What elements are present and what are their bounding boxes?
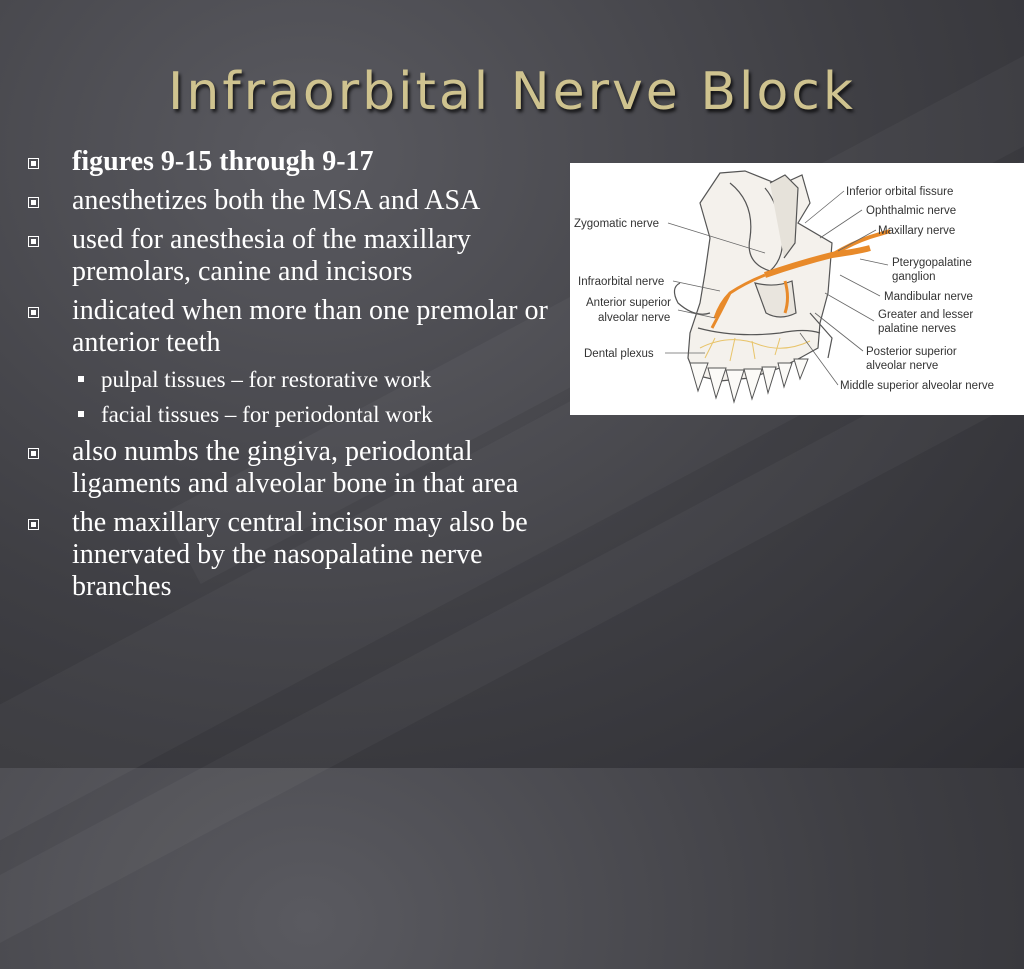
bullet-marker bbox=[28, 448, 39, 459]
label-ophthalmic-nerve: Ophthalmic nerve bbox=[866, 205, 957, 217]
label-inferior-orbital-fissure: Inferior orbital fissure bbox=[846, 186, 954, 198]
bullet-item bbox=[28, 185, 573, 217]
label-greater-lesser-line2: palatine nerves bbox=[878, 323, 956, 335]
label-dental-plexus: Dental plexus bbox=[584, 348, 654, 360]
slide-title: Infraorbital Nerve Block bbox=[168, 62, 856, 122]
bullet-item bbox=[28, 224, 573, 288]
sub-bullet-marker bbox=[78, 376, 84, 382]
label-ganglion: ganglion bbox=[892, 271, 936, 283]
label-zygomatic-nerve: Zygomatic nerve bbox=[574, 218, 660, 230]
anatomy-figure bbox=[570, 163, 1024, 415]
label-asa-line2: alveolar nerve bbox=[598, 312, 671, 324]
bullet-item bbox=[28, 507, 573, 603]
sub-bullet-text: facial tissues – for periodontal work bbox=[101, 402, 433, 427]
bullet-marker bbox=[28, 519, 39, 530]
bullet-marker bbox=[28, 158, 39, 169]
label-psa-line1: Posterior superior bbox=[866, 346, 957, 358]
sub-bullet-text: pulpal tissues – for restorative work bbox=[101, 367, 432, 392]
label-infraorbital-nerve: Infraorbital nerve bbox=[578, 276, 665, 288]
bullet-text: anesthetizes both the MSA and ASA bbox=[72, 185, 481, 216]
bullet-text: also numbs the gingiva, periodontal ligaments and alveolar bone in that area bbox=[72, 436, 519, 499]
bullet-text: used for anesthesia of the maxillary premolars, canine and incisors bbox=[72, 224, 471, 287]
sub-bullet-item bbox=[78, 366, 573, 393]
skull-nerve-illustration bbox=[570, 163, 1024, 415]
label-pterygopalatine: Pterygopalatine bbox=[892, 257, 972, 269]
bullet-text: figures 9-15 through 9-17 bbox=[72, 146, 374, 177]
label-maxillary-nerve: Maxillary nerve bbox=[878, 225, 956, 237]
sub-bullet-item bbox=[78, 401, 573, 428]
bullet-item bbox=[28, 146, 573, 178]
label-msa-nerve: Middle superior alveolar nerve bbox=[840, 380, 995, 392]
bullet-item bbox=[28, 436, 573, 500]
bullet-list bbox=[28, 146, 573, 610]
bullet-marker bbox=[28, 197, 39, 208]
label-asa-line1: Anterior superior bbox=[586, 297, 672, 309]
bullet-marker bbox=[28, 307, 39, 318]
bullet-item bbox=[28, 295, 573, 359]
label-mandibular-nerve: Mandibular nerve bbox=[884, 291, 973, 303]
sub-bullet-marker bbox=[78, 411, 84, 417]
bullet-marker bbox=[28, 236, 39, 247]
label-psa-line2: alveolar nerve bbox=[866, 360, 939, 372]
label-greater-lesser-line1: Greater and lesser bbox=[878, 309, 974, 321]
bullet-text: the maxillary central incisor may also be innervated by the nasopalatine nerve branches bbox=[72, 507, 528, 602]
bullet-text: indicated when more than one premolar or anterior teeth bbox=[72, 295, 548, 358]
